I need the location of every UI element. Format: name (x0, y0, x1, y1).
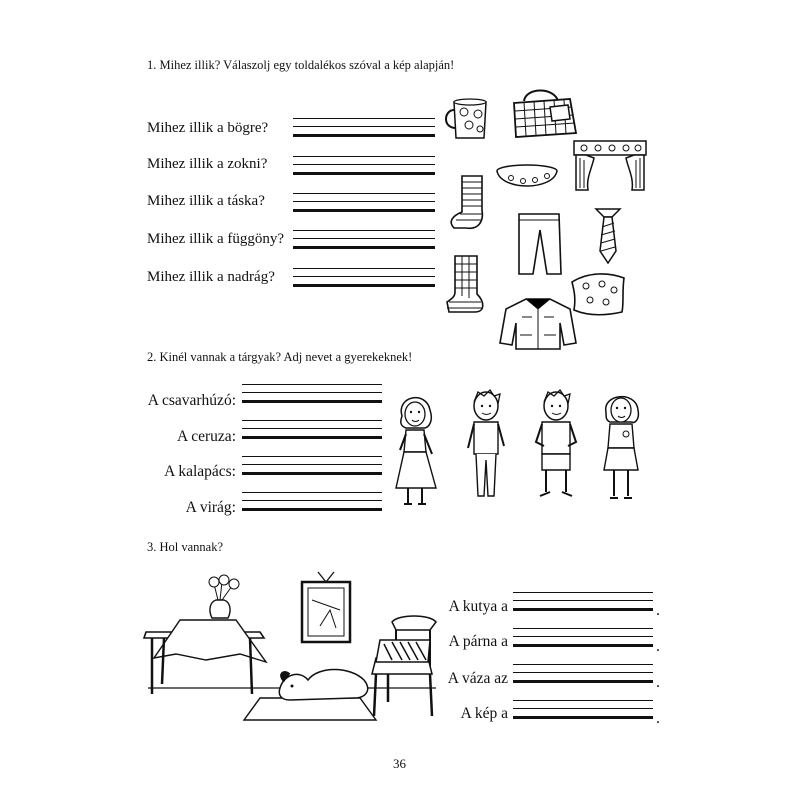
section1-heading: 1. Mihez illik? Válaszolj egy toldalékos szóval a kép alapján! (147, 58, 455, 72)
answer-lines-parna[interactable] (513, 628, 653, 647)
page-number: 36 (393, 756, 406, 771)
item-kalapacs: A kalapács: (164, 463, 236, 480)
question-nadrag: Mihez illik a nadrág? (147, 269, 275, 285)
question-fuggony: Mihez illik a függöny? (147, 231, 285, 247)
period-vaza: . (656, 674, 660, 691)
curtain-illustration (570, 138, 650, 198)
boy2-illustration (530, 388, 582, 508)
pants-illustration (513, 210, 565, 278)
mug-illustration (442, 98, 494, 142)
jacket-illustration (498, 295, 578, 351)
answer-lines-kutya[interactable] (513, 592, 653, 611)
bowl-illustration (493, 163, 561, 193)
answer-lines-bogre[interactable] (293, 118, 435, 137)
question-zokni: Mihez illik a zokni? (147, 156, 268, 172)
girl2-illustration (596, 390, 646, 508)
tie-illustration (590, 205, 626, 267)
answer-lines-taska[interactable] (293, 193, 435, 212)
bag-illustration (510, 85, 580, 140)
item-csavarhuzo: A csavarhúzó: (147, 392, 236, 409)
section2-heading: 2. Kinél vannak a tárgyak? Adj nevet a gyerekeknek! (147, 350, 413, 364)
period-parna: . (656, 638, 660, 655)
answer-lines-ceruza[interactable] (242, 420, 382, 439)
answer-lines-csavarhuzo[interactable] (242, 384, 382, 403)
answer-lines-kalapacs[interactable] (242, 456, 382, 475)
question-bogre: Mihez illik a bögre? (147, 120, 269, 136)
answer-lines-nadrag[interactable] (293, 268, 435, 287)
girl-illustration (388, 392, 446, 512)
section3-heading: 3. Hol vannak? (147, 540, 224, 554)
item-vaza: A váza az (447, 670, 508, 687)
boy1-illustration (462, 388, 512, 508)
period-kutya: . (656, 602, 660, 619)
answer-lines-kep[interactable] (513, 700, 653, 719)
item-virag: A virág: (185, 499, 236, 516)
sock-illustration (448, 172, 493, 232)
item-kep: A kép a (460, 705, 508, 722)
answer-lines-vaza[interactable] (513, 664, 653, 683)
item-ceruza: A ceruza: (177, 428, 236, 445)
period-kep: . (656, 710, 660, 727)
answer-lines-fuggony[interactable] (293, 230, 435, 249)
question-taska: Mihez illik a táska? (147, 193, 265, 209)
answer-lines-zokni[interactable] (293, 156, 435, 175)
answer-lines-virag[interactable] (242, 492, 382, 511)
room-illustration (140, 570, 440, 730)
boot-illustration (443, 252, 489, 316)
item-parna: A párna a (448, 633, 508, 650)
item-kutya: A kutya a (448, 598, 508, 615)
